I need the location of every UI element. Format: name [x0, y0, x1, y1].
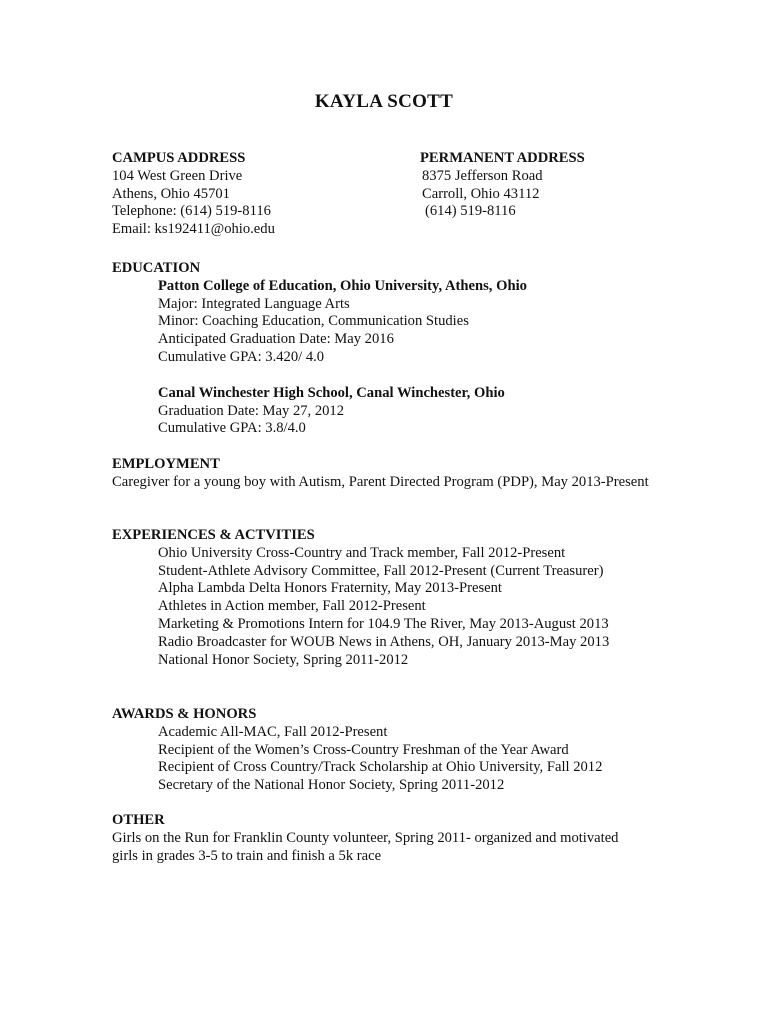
- experiences-heading: EXPERIENCES & ACTVITIES: [112, 527, 315, 543]
- college-entry: [112, 278, 652, 367]
- awards-list: [112, 724, 652, 795]
- resume-name: KAYLA SCOTT: [314, 91, 454, 112]
- college-major: Major: Integrated Language Arts: [158, 295, 350, 312]
- campus-phone: Telephone: (614) 519-8116: [112, 203, 271, 220]
- experience-item: Alpha Lambda Delta Honors Fraternity, May 2013-Present: [158, 580, 502, 597]
- employment-heading: EMPLOYMENT: [112, 456, 220, 472]
- award-item: Academic All-MAC, Fall 2012-Present: [158, 723, 388, 740]
- highschool-gpa: Cumulative GPA: 3.8/4.0: [158, 420, 306, 437]
- permanent-address-heading: PERMANENT ADDRESS: [420, 150, 585, 166]
- awards-section: [112, 706, 652, 795]
- experience-item: Marketing & Promotions Intern for 104.9 The River, May 2013-August 2013: [158, 615, 609, 632]
- campus-email: Email: ks192411@ohio.edu: [112, 221, 275, 238]
- campus-street: 104 West Green Drive: [112, 167, 243, 184]
- campus-address: [112, 150, 275, 239]
- employment-text: Caregiver for a young boy with Autism, Parent Directed Program (PDP), May 2013-Present: [112, 473, 649, 490]
- award-item: Recipient of Cross Country/Track Scholarship at Ohio University, Fall 2012: [158, 759, 603, 776]
- education-section: [112, 260, 652, 438]
- college-gpa: Cumulative GPA: 3.420/ 4.0: [158, 348, 325, 365]
- permanent-city: Carroll, Ohio 43112: [422, 185, 540, 202]
- campus-city: Athens, Ohio 45701: [112, 185, 230, 202]
- award-item: Recipient of the Women’s Cross-Country Freshman of the Year Award: [158, 741, 569, 758]
- experiences-section: [112, 527, 652, 669]
- awards-heading: AWARDS & HONORS: [112, 706, 257, 722]
- education-heading: EDUCATION: [112, 260, 201, 276]
- other-text: Girls on the Run for Franklin County volunteer, Spring 2011- organized and motivated girls in grades 3-5 to train and finish a 5k race: [112, 829, 619, 864]
- other-section: [112, 812, 642, 865]
- award-item: Secretary of the National Honor Society, Spring 2011-2012: [158, 777, 505, 794]
- permanent-phone: (614) 519-8116: [425, 203, 516, 220]
- experiences-list: [112, 545, 652, 670]
- highschool-graduation: Graduation Date: May 27, 2012: [158, 402, 345, 419]
- permanent-street: 8375 Jefferson Road: [422, 167, 543, 184]
- permanent-address: [420, 150, 585, 221]
- college-name: Patton College of Education, Ohio University, Athens, Ohio: [158, 277, 527, 294]
- experience-item: Athletes in Action member, Fall 2012-Present: [158, 598, 426, 615]
- college-minor: Minor: Coaching Education, Communication Studies: [158, 313, 469, 330]
- other-heading: OTHER: [112, 812, 165, 828]
- highschool-name: Canal Winchester High School, Canal Winchester, Ohio: [158, 384, 505, 401]
- experience-item: Student-Athlete Advisory Committee, Fall 2012-Present (Current Treasurer): [158, 562, 604, 579]
- college-graduation: Anticipated Graduation Date: May 2016: [158, 331, 394, 348]
- highschool-entry: [112, 385, 652, 438]
- experience-item: Radio Broadcaster for WOUB News in Athens, OH, January 2013-May 2013: [158, 633, 610, 650]
- employment-section: [112, 456, 652, 492]
- experience-item: National Honor Society, Spring 2011-2012: [158, 651, 409, 668]
- experience-item: Ohio University Cross-Country and Track member, Fall 2012-Present: [158, 544, 566, 561]
- campus-address-heading: CAMPUS ADDRESS: [112, 150, 246, 166]
